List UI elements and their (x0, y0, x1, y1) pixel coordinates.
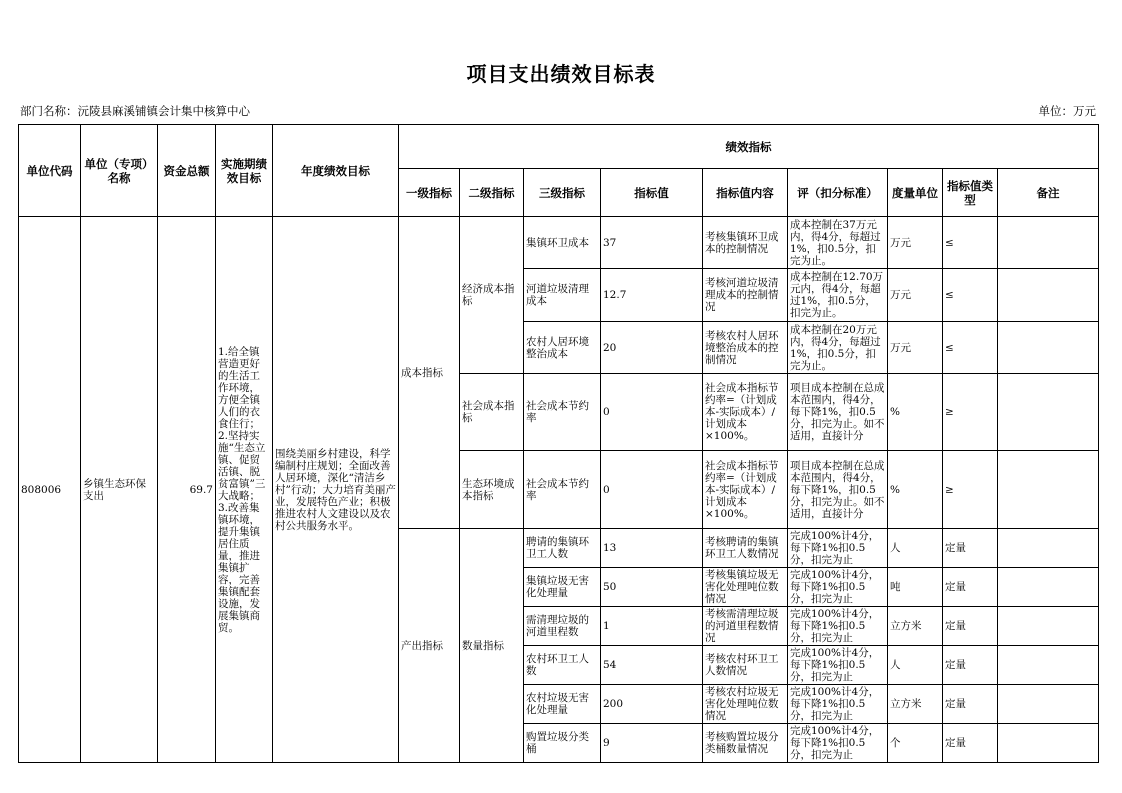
header-indicators: 绩效指标 (399, 125, 1099, 169)
header-name: 单位（专项）名称 (81, 125, 158, 217)
value-cell: 37 (601, 217, 703, 269)
header-content: 指标值内容 (703, 169, 788, 217)
project-name: 乡镇生态环保支出 (81, 217, 158, 763)
note-cell (998, 607, 1099, 646)
value-cell: 54 (601, 646, 703, 685)
note-cell (998, 451, 1099, 529)
header-note: 备注 (998, 169, 1099, 217)
content-cell: 考核聘请的集镇环卫工人数情况 (703, 529, 788, 568)
value-cell: 9 (601, 724, 703, 763)
unit-cell: 立方米 (888, 685, 943, 724)
annual-goal: 围绕美丽乡村建设，科学编制村庄规划；全面改善人居环境，深化“清洁乡村”行动；大力培育美丽产业，发展特色产业；积极推进农村人文建设以及农村公共服务水平。 (273, 217, 399, 763)
value-cell: 0 (601, 451, 703, 529)
header-unit: 度量单位 (888, 169, 943, 217)
scoring-cell: 完成100%计4分，每下降1%扣0.5分，扣完为止 (788, 646, 888, 685)
header-annual-goal: 年度绩效目标 (273, 125, 399, 217)
lvl3-cell: 购置垃圾分类桶 (524, 724, 601, 763)
lvl3-cell: 集镇垃圾无害化处理量 (524, 568, 601, 607)
type-cell: 定量 (943, 685, 998, 724)
lvl3-cell: 河道垃圾清理成本 (524, 269, 601, 322)
value-cell: 12.7 (601, 269, 703, 322)
header-total: 资金总额 (158, 125, 216, 217)
header-scoring: 评（扣分标准） (788, 169, 888, 217)
group-quantity: 数量指标 (460, 529, 524, 763)
unit-cell: 人 (888, 529, 943, 568)
table-row (19, 217, 1099, 269)
note-cell (998, 217, 1099, 269)
scoring-cell: 成本控制在12.70万元内，得4分，每超过1%，扣0.5分，扣完为止。 (788, 269, 888, 322)
lvl3-cell: 社会成本节约率 (524, 451, 601, 529)
note-cell (998, 646, 1099, 685)
group-eco: 生态环境成本指标 (460, 451, 524, 529)
page-title: 项目支出绩效目标表 (466, 62, 656, 86)
scoring-cell: 完成100%计4分，每下降1%扣0.5分，扣完为止 (788, 724, 888, 763)
lvl3-cell: 社会成本节约率 (524, 374, 601, 451)
value-cell: 1 (601, 607, 703, 646)
performance-table (18, 124, 1099, 763)
type-cell: ≤ (943, 217, 998, 269)
unit-cell: % (888, 374, 943, 451)
value-cell: 50 (601, 568, 703, 607)
unit-cell: 万元 (888, 322, 943, 374)
period-goal: 1.给全镇营造更好的生活工作环境，方便全镇人们的衣食住行；2.坚持实施“生态立镇、促贸活镇、脱贫富镇”三大战略；3.改善集镇环境，提升集镇居住质量，推进集镇扩容，完善集镇配套设施，发展集镇商贸。 (216, 217, 273, 763)
unit-cell: 人 (888, 646, 943, 685)
content-cell: 考核购置垃圾分类桶数量情况 (703, 724, 788, 763)
header-value: 指标值 (601, 169, 703, 217)
type-cell: ≤ (943, 269, 998, 322)
content-cell: 社会成本指标节约率=（计划成本-实际成本）/计划成本×100%。 (703, 374, 788, 451)
note-cell (998, 568, 1099, 607)
department-name: 部门名称：沅陵县麻溪铺镇会计集中核算中心 (20, 104, 250, 118)
group-output: 产出指标 (399, 529, 460, 763)
header-lvl3: 三级指标 (524, 169, 601, 217)
note-cell (998, 374, 1099, 451)
content-cell: 考核集镇垃圾无害化处理吨位数情况 (703, 568, 788, 607)
content-cell: 考核农村垃圾无害化处理吨位数情况 (703, 685, 788, 724)
lvl3-cell: 农村垃圾无害化处理量 (524, 685, 601, 724)
lvl3-cell: 农村环卫工人数 (524, 646, 601, 685)
content-cell: 社会成本指标节约率=（计划成本-实际成本）/计划成本×100%。 (703, 451, 788, 529)
unit-cell: 个 (888, 724, 943, 763)
content-cell: 考核集镇环卫成本的控制情况 (703, 217, 788, 269)
content-cell: 考核河道垃圾清理成本的控制情况 (703, 269, 788, 322)
value-cell: 200 (601, 685, 703, 724)
lvl3-cell: 集镇环卫成本 (524, 217, 601, 269)
note-cell (998, 322, 1099, 374)
scoring-cell: 完成100%计4分，每下降1%扣0.5分，扣完为止 (788, 529, 888, 568)
type-cell: 定量 (943, 724, 998, 763)
group-econ: 经济成本指标 (460, 217, 524, 374)
content-cell: 考核农村环卫工人数情况 (703, 646, 788, 685)
type-cell: ≥ (943, 451, 998, 529)
header-type: 指标值类型 (943, 169, 998, 217)
value-cell: 0 (601, 374, 703, 451)
lvl3-cell: 需清理垃圾的河道里程数 (524, 607, 601, 646)
note-cell (998, 269, 1099, 322)
scoring-cell: 成本控制在37万元内，得4分，每超过1%，扣0.5分，扣完为止。 (788, 217, 888, 269)
type-cell: 定量 (943, 607, 998, 646)
unit-cell: 万元 (888, 269, 943, 322)
lvl3-cell: 聘请的集镇环卫工人数 (524, 529, 601, 568)
scoring-cell: 成本控制在20万元内，得4分，每超过1%，扣0.5分，扣完为止。 (788, 322, 888, 374)
content-cell: 考核农村人居环境整治成本的控制情况 (703, 322, 788, 374)
content-cell: 考核需清理垃圾的河道里程数情况 (703, 607, 788, 646)
scoring-cell: 项目成本控制在总成本范围内，得4分，每下降1%，扣0.5分，扣完为止。如不适用，直接计分 (788, 451, 888, 529)
type-cell: ≥ (943, 374, 998, 451)
project-code: 808006 (19, 217, 81, 763)
unit-cell: % (888, 451, 943, 529)
note-cell (998, 529, 1099, 568)
scoring-cell: 完成100%计4分，每下降1%扣0.5分，扣完为止 (788, 685, 888, 724)
unit-label: 单位：万元 (1038, 104, 1096, 118)
unit-cell: 立方米 (888, 607, 943, 646)
value-cell: 20 (601, 322, 703, 374)
note-cell (998, 724, 1099, 763)
value-cell: 13 (601, 529, 703, 568)
type-cell: 定量 (943, 646, 998, 685)
header-code: 单位代码 (19, 125, 81, 217)
note-cell (998, 685, 1099, 724)
header-row-1 (19, 125, 1099, 169)
scoring-cell: 完成100%计4分，每下降1%扣0.5分，扣完为止 (788, 568, 888, 607)
lvl3-cell: 农村人居环境整治成本 (524, 322, 601, 374)
type-cell: 定量 (943, 568, 998, 607)
type-cell: ≤ (943, 322, 998, 374)
header-lvl2: 二级指标 (460, 169, 524, 217)
group-social: 社会成本指标 (460, 374, 524, 451)
scoring-cell: 项目成本控制在总成本范围内，得4分，每下降1%，扣0.5分，扣完为止。如不适用，直接计分 (788, 374, 888, 451)
project-total: 69.7 (158, 217, 216, 763)
type-cell: 定量 (943, 529, 998, 568)
group-cost: 成本指标 (399, 217, 460, 529)
header-lvl1: 一级指标 (399, 169, 460, 217)
header-period-goal: 实施期绩效目标 (216, 125, 273, 217)
scoring-cell: 完成100%计4分，每下降1%扣0.5分，扣完为止 (788, 607, 888, 646)
unit-cell: 吨 (888, 568, 943, 607)
unit-cell: 万元 (888, 217, 943, 269)
